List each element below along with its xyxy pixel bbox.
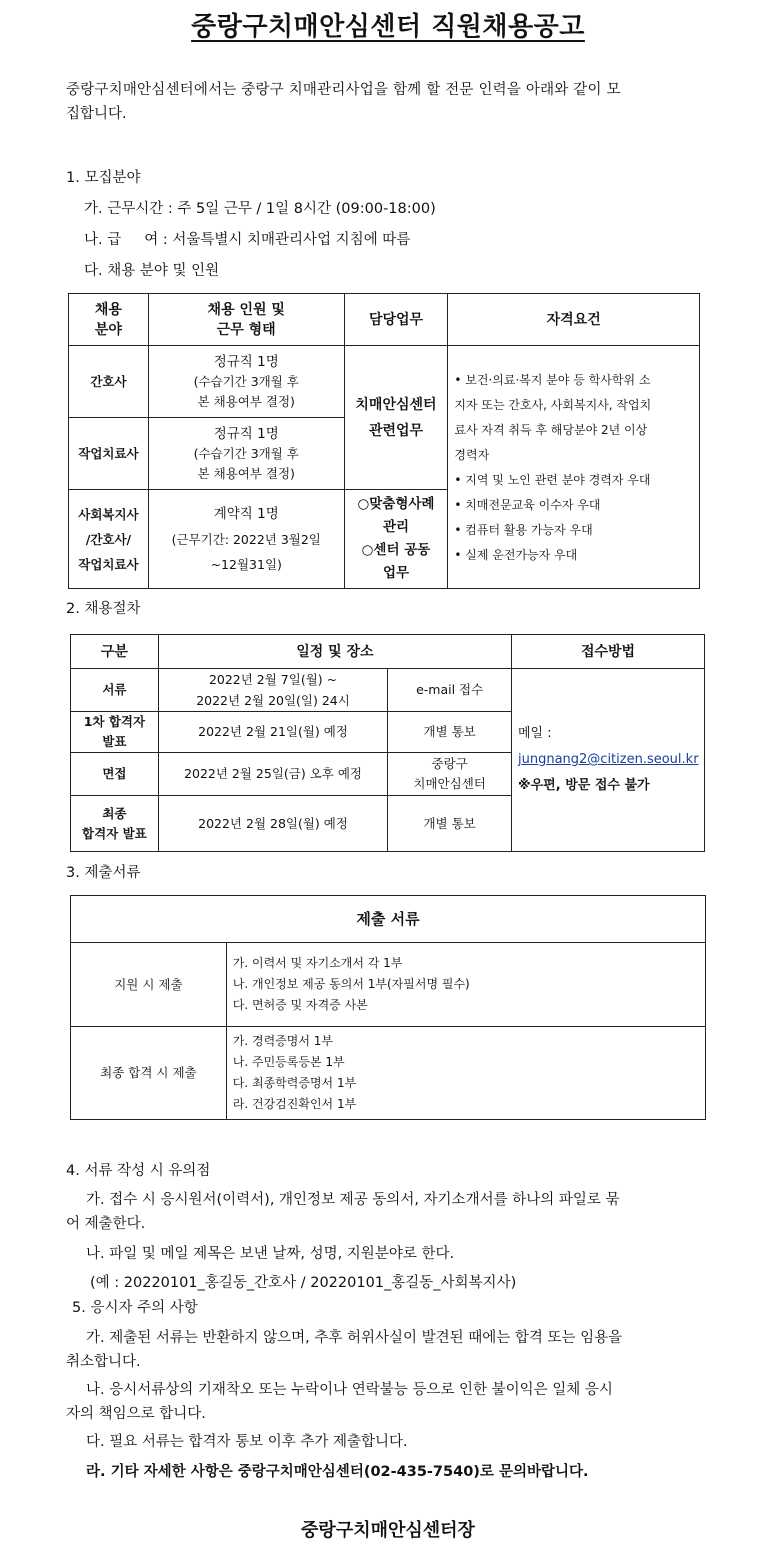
duty-cell: ○맞춤형사례 관리 ○센터 공동 업무 <box>344 490 448 589</box>
step-label: 면접 <box>71 753 159 796</box>
step-place: e-mail 접수 <box>388 669 512 712</box>
col-header-division: 구분 <box>71 635 159 669</box>
col-header-field: 채용 분야 <box>69 294 149 346</box>
email-link[interactable]: jungnang2@citizen.seoul.kr <box>517 752 699 767</box>
notice-5b: 나. 응시서류상의 기재착오 또는 누락이나 연락불능 등으로 인한 불이익은 일체 응시 자의 책임으로 합니다. <box>66 1382 613 1422</box>
documents-label: 최종 합격 시 제출 <box>71 1027 227 1120</box>
table-row <box>71 943 706 1027</box>
documents-header: 제출 서류 <box>71 896 706 943</box>
field-cell: 작업치료사 <box>69 418 149 490</box>
col-header-duty: 담당업무 <box>344 294 448 346</box>
submission-method-cell: 메일 : jungnang2@citizen.seoul.kr ※우편, 방문 접수 불가 <box>511 669 704 852</box>
field-cell: 간호사 <box>69 346 149 418</box>
step-place: 중랑구 치매안심센터 <box>388 753 512 796</box>
page-title: 중랑구치매안심센터 직원채용공고 <box>191 12 585 42</box>
signature: 중랑구치매안심센터장 <box>301 1520 475 1541</box>
notice-5c: 다. 필요 서류는 합격자 통보 이후 추가 제출합니다. <box>86 1434 408 1450</box>
step-label: 최종 합격자 발표 <box>71 796 159 852</box>
step-place: 개별 통보 <box>388 712 512 753</box>
qualification-cell: • 보건·의료·복지 분야 등 학사학위 소 지자 또는 간호사, 사회복지사, 작업치 료사 자격 취득 후 해당분야 2년 이상 경력자 • 지역 및 노인 관련 분야 경력자 우대 • 치매전문교육 이수자 우대 • 컴퓨터 활용 가능자 우대 • 실제 운전가능자 우대 <box>448 346 700 589</box>
notice-5a: 가. 제출된 서류는 반환하지 않으며, 추후 허위사실이 발견된 때에는 합격 또는 임용을 취소합니다. <box>66 1330 623 1370</box>
salary: 나. 급 여 : 서울특별시 치매관리사업 지침에 따름 <box>84 232 411 248</box>
documents-list: 가. 이력서 및 자기소개서 각 1부 나. 개인정보 제공 동의서 1부(자필서명 필수) 다. 면허증 및 자격증 사본 <box>226 943 705 1027</box>
notice-5d: 라. 기타 자세한 사항은 중랑구치매안심센터(02-435-7540)로 문의바랍니다. <box>86 1464 589 1480</box>
section-2-heading: 2. 채용절차 <box>66 601 141 617</box>
field-and-count: 다. 채용 분야 및 인원 <box>84 263 220 279</box>
section-5-heading: 5. 응시자 주의 사항 <box>72 1300 198 1316</box>
procedure-table <box>70 634 705 852</box>
notice-4b: 나. 파일 및 메일 제목은 보낸 날짜, 성명, 지원분야로 한다. <box>86 1246 455 1262</box>
notice-4-example: (예 : 20220101_홍길동_간호사 / 20220101_홍길동_사회복지사) <box>90 1275 517 1291</box>
step-label: 서류 <box>71 669 159 712</box>
section-1-heading: 1. 모집분야 <box>66 170 141 186</box>
col-header-schedule: 일정 및 장소 <box>158 635 511 669</box>
documents-list: 가. 경력증명서 1부 나. 주민등록등본 1부 다. 최종학력증명서 1부 라. 건강검진확인서 1부 <box>226 1027 705 1120</box>
work-hours: 가. 근무시간 : 주 5일 근무 / 1일 8시간 (09:00-18:00) <box>84 201 436 217</box>
col-header-hire: 채용 인원 및 근무 형태 <box>148 294 344 346</box>
table-row <box>69 346 700 418</box>
step-place: 개별 통보 <box>388 796 512 852</box>
section-4-heading: 4. 서류 작성 시 유의점 <box>66 1163 211 1179</box>
documents-label: 지원 시 제출 <box>71 943 227 1027</box>
hire-cell: 정규직 1명 (수습기간 3개월 후 본 채용여부 결정) <box>148 418 344 490</box>
step-date: 2022년 2월 7일(월) ~ 2022년 2월 20일(일) 24시 <box>158 669 387 712</box>
intro: 중랑구치매안심센터에서는 중랑구 치매관리사업을 함께 할 전문 인력을 아래와 같이 모 집합니다. <box>66 82 621 122</box>
col-header-method: 접수방법 <box>511 635 704 669</box>
table-row <box>71 669 705 712</box>
step-date: 2022년 2월 21일(월) 예정 <box>158 712 387 753</box>
section-3-heading: 3. 제출서류 <box>66 865 141 881</box>
recruit-table <box>68 293 700 589</box>
documents-table <box>70 895 706 1120</box>
col-header-qual: 자격요건 <box>448 294 700 346</box>
duty-cell: 치매안심센터 관련업무 <box>344 346 448 490</box>
hire-cell: 계약직 1명 (근무기간: 2022년 3월2일 ~12월31일) <box>148 490 344 589</box>
step-date: 2022년 2월 25일(금) 오후 예정 <box>158 753 387 796</box>
step-label: 1차 합격자 발표 <box>71 712 159 753</box>
field-cell: 사회복지사 /간호사/ 작업치료사 <box>69 490 149 589</box>
submission-note: ※우편, 방문 접수 불가 <box>517 778 650 793</box>
notice-4a: 가. 접수 시 응시원서(이력서), 개인정보 제공 동의서, 자기소개서를 하나의 파일로 묶 어 제출한다. <box>66 1192 620 1232</box>
hire-cell: 정규직 1명 (수습기간 3개월 후 본 채용여부 결정) <box>148 346 344 418</box>
step-date: 2022년 2월 28일(월) 예정 <box>158 796 387 852</box>
table-row <box>71 1027 706 1120</box>
